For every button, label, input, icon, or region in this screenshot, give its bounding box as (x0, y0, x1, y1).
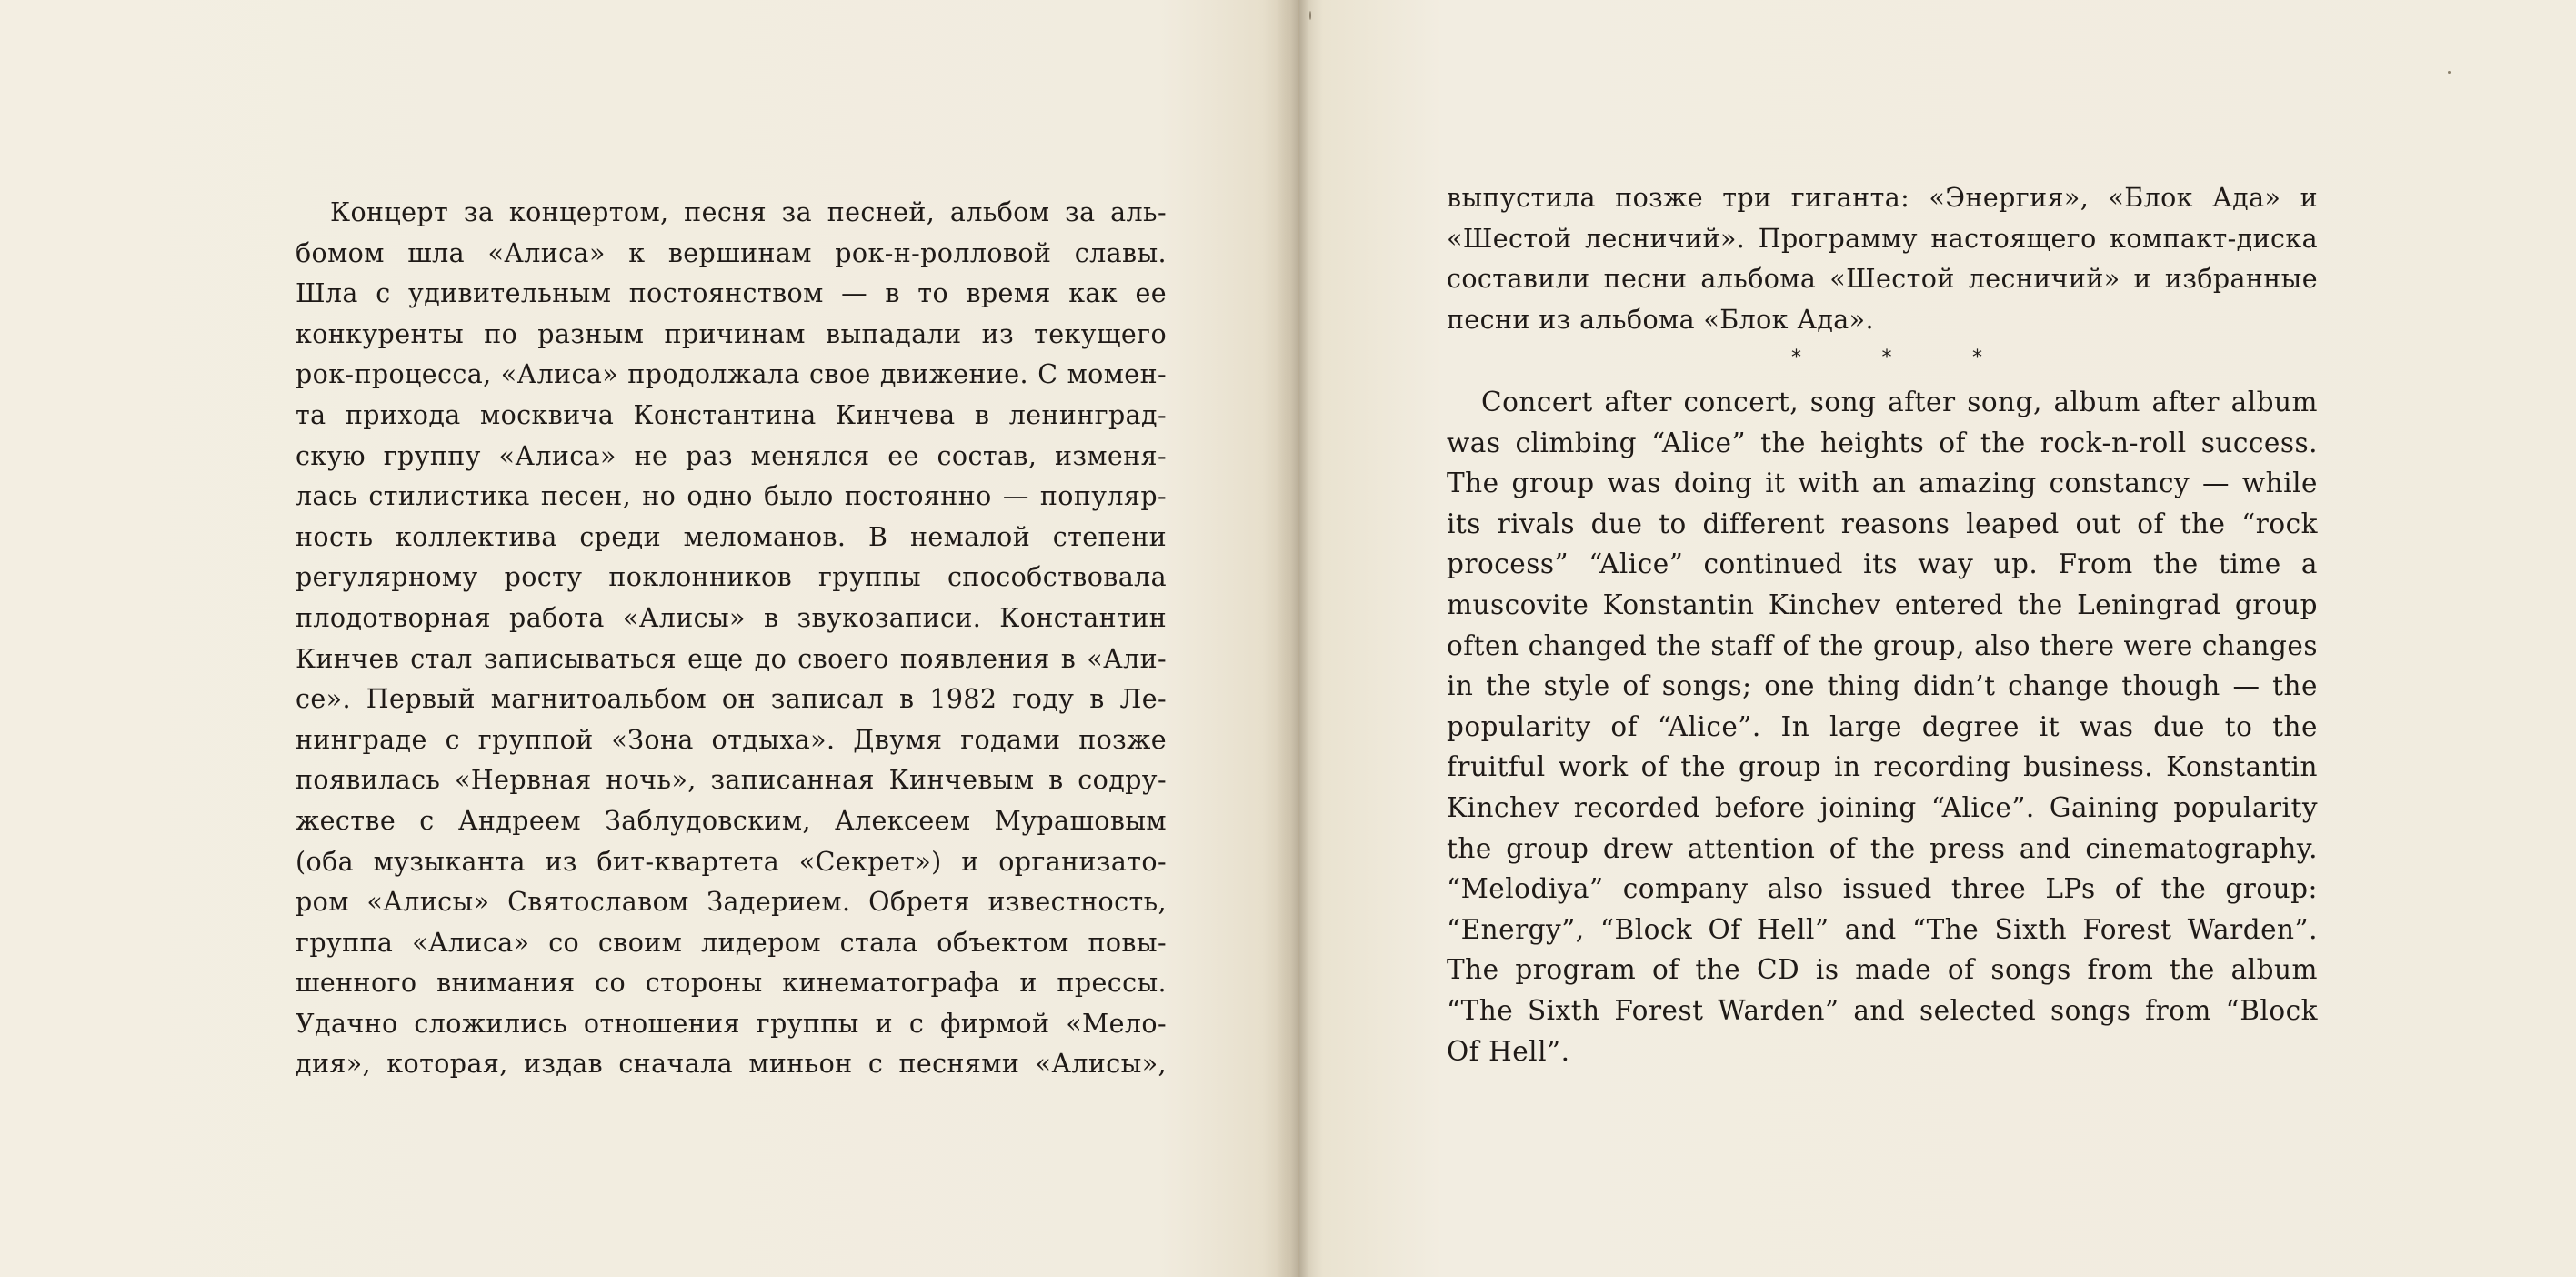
text-line: шенного внимания со стороны кинематографа и прессы. (296, 968, 1167, 999)
text-line: песни из альбома «Блок Ада». (1447, 304, 1874, 335)
text-line: The group was doing it with an amazing constancy — while (1447, 468, 2318, 499)
section-separator (1791, 347, 1982, 369)
text-line: плодотворная работа «Алисы» в звукозаписи. Константин (296, 602, 1167, 633)
text-line: Шла с удивительным постоянством — в то время как ее (296, 278, 1167, 309)
text-line: “Energy”, “Block Of Hell” and “The Sixth Forest Warden”. (1447, 913, 2318, 945)
text-line: “Melodiya” company also issued three LPs of the group: (1447, 873, 2318, 905)
paper-speck (2448, 71, 2451, 74)
text-line: ность коллектива среди меломанов. В немалой степени (296, 521, 1167, 552)
text-line: се». Первый магнитоальбом он записал в 1982 году в Ле- (296, 684, 1167, 715)
text-line: скую группу «Алиса» не раз менялся ее состав, изменя- (296, 440, 1167, 471)
text-line: появилась «Нервная ночь», записанная Кинчевым в содру- (296, 765, 1167, 796)
text-line: регулярному росту поклонников группы способствовала (296, 562, 1167, 593)
text-line: Кинчев стал записываться еще до своего появления в «Али- (296, 643, 1167, 674)
text-line: выпустила позже три гиганта: «Энергия», «Блок Ада» и (1447, 183, 2318, 213)
text-line: popularity of “Alice”. In large degree it was due to the (1447, 710, 2318, 742)
text-line: Kinchev recorded before joining “Alice”. Gaining popularity (1447, 791, 2318, 823)
text-line: The program of the CD is made of songs from the album (1447, 954, 2318, 986)
text-line: the group drew attention of the press and cinematography. (1447, 832, 2318, 864)
text-line: жестве с Андреем Заблудовским, Алексеем Мурашовым (296, 805, 1167, 836)
right-english-paragraph (1447, 382, 2318, 1071)
separator-star-icon: * (1791, 347, 1801, 369)
text-line: fruitful work of the group in recording business. Konstantin (1447, 751, 2318, 783)
text-line: often changed the staff of the group, also there were changes (1447, 629, 2318, 661)
text-line: «Шестой лесничий». Программу настоящего компакт-диска (1447, 223, 2318, 254)
text-line: process” “Alice” continued its way up. From the time a (1447, 548, 2318, 580)
text-line: Of Hell”. (1447, 1035, 1570, 1067)
center-fold-crease (1298, 0, 1299, 1277)
paper-speck (1309, 11, 1311, 20)
right-russian-paragraph (1447, 178, 2318, 340)
text-line: лась стилистика песен, но одно было постоянно — популяр- (296, 481, 1167, 512)
text-line: ром «Алисы» Святославом Задерием. Обретя известность, (296, 887, 1167, 918)
left-russian-paragraph (296, 193, 1167, 1085)
separator-star-icon: * (1881, 347, 1892, 369)
text-line: та прихода москвича Константина Кинчева в ленинград- (296, 399, 1167, 430)
text-line: Concert after concert, song after song, album after album (1481, 387, 2318, 417)
text-line: бомом шла «Алиса» к вершинам рок-н-ролловой славы. (296, 237, 1167, 268)
text-line: дия», которая, издав сначала миньон с песнями «Алисы», (296, 1049, 1167, 1080)
text-line: составили песни альбома «Шестой лесничий» и избранные (1447, 264, 2318, 295)
text-line: конкуренты по разным причинам выпадали из текущего (296, 318, 1167, 349)
text-line: in the style of songs; one thing didn’t change though — the (1447, 670, 2318, 702)
separator-star-icon: * (1972, 347, 1982, 369)
center-fold (1276, 0, 1323, 1277)
text-line: нинграде с группой «Зона отдыха». Двумя годами позже (296, 724, 1167, 755)
text-line: Удачно сложились отношения группы и с фирмой «Мело- (296, 1008, 1167, 1039)
text-line: its rivals due to different reasons leaped out of the “rock (1447, 508, 2318, 539)
text-line: muscovite Konstantin Kinchev entered the Leningrad group (1447, 588, 2318, 620)
text-line: (оба музыканта из бит-квартета «Секрет») и организато- (296, 846, 1167, 877)
text-line: Концерт за концертом, песня за песней, альбом за аль- (330, 197, 1167, 227)
text-line: “The Sixth Forest Warden” and selected songs from “Block (1447, 994, 2318, 1026)
text-line: группа «Алиса» со своим лидером стала объектом повы- (296, 927, 1167, 958)
text-line: рок-процесса, «Алиса» продолжала свое движение. С момен- (296, 359, 1167, 390)
text-line: was climbing “Alice” the heights of the rock-n-roll success. (1447, 427, 2318, 458)
